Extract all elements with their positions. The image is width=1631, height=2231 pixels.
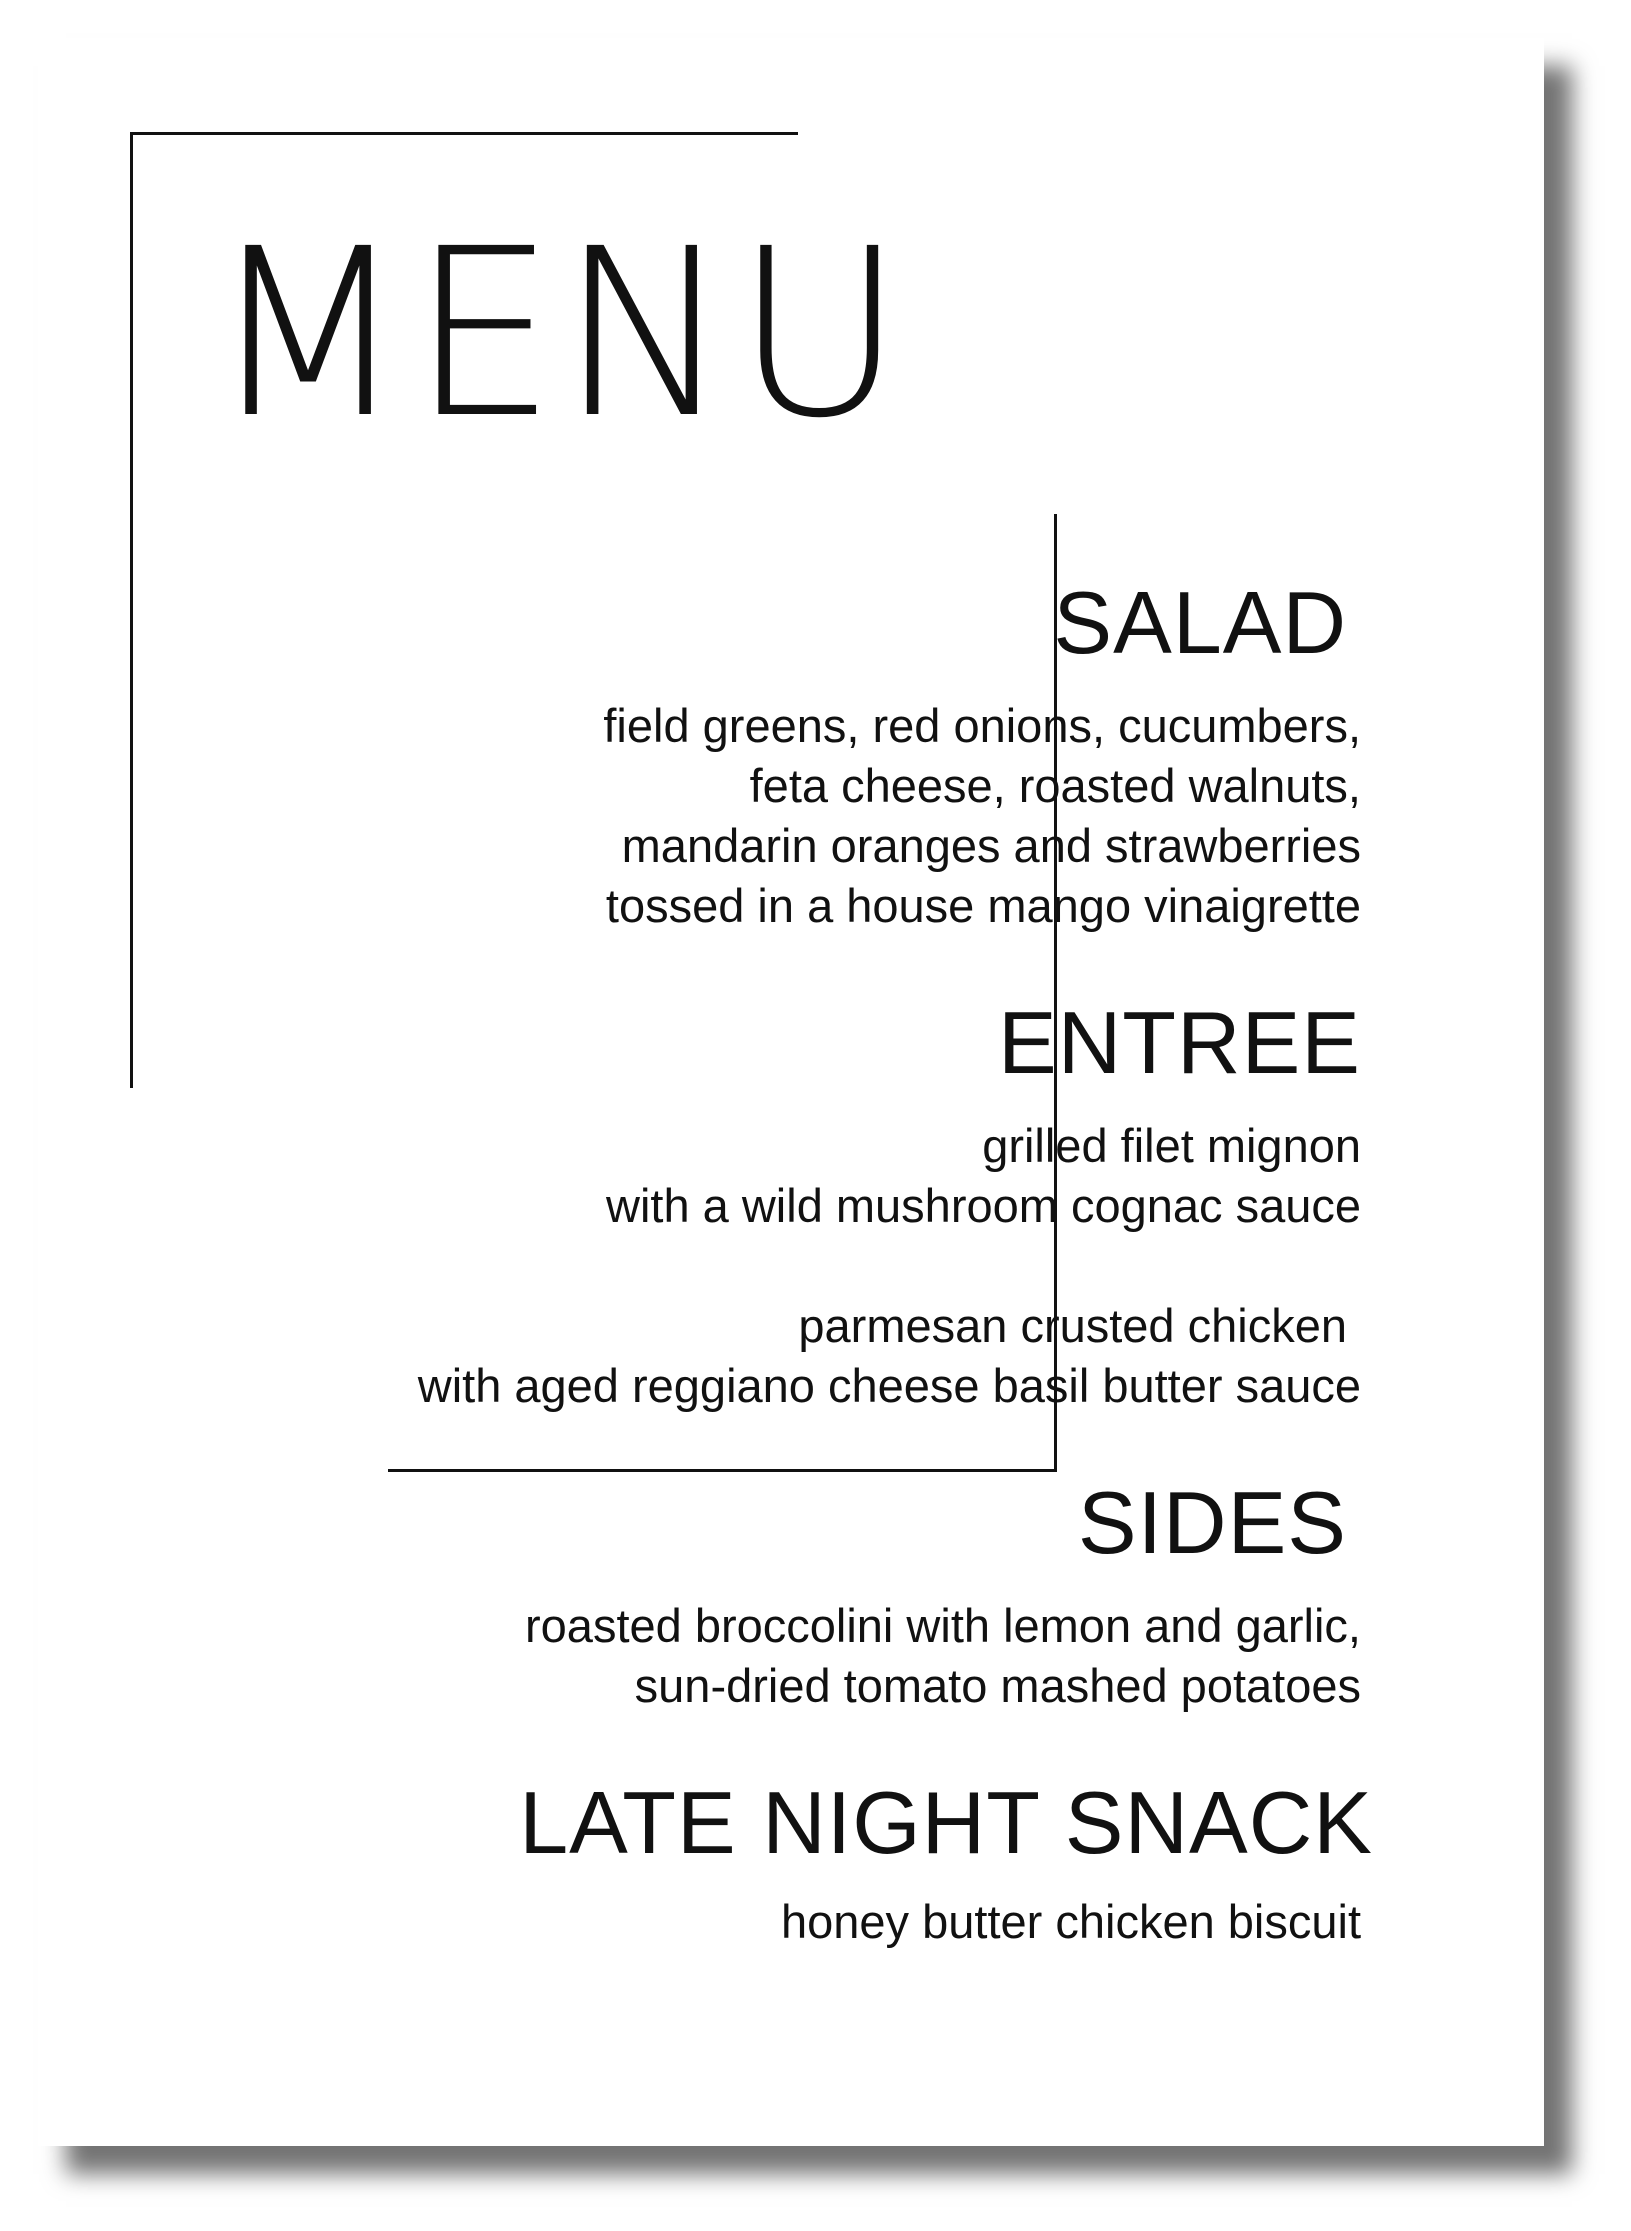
item-line: parmesan crusted chicken: [798, 1299, 1347, 1352]
menu-title: MENU: [208, 199, 907, 469]
section-heading: ENTREE: [998, 993, 1361, 1092]
item-line: field greens, red onions, cucumbers,: [603, 699, 1361, 752]
frame-top-left-vertical: [130, 132, 133, 1088]
item-line: with aged reggiano cheese basil butter sauce: [417, 1359, 1361, 1412]
item-line: roasted broccolini with lemon and garlic,: [525, 1599, 1361, 1652]
item-line: with a wild mushroom cognac sauce: [606, 1179, 1361, 1232]
section-heading: SIDES: [1077, 1473, 1347, 1572]
section-heading: LATE NIGHT SNACK: [519, 1773, 1373, 1872]
item-line: mandarin oranges and strawberries: [621, 819, 1361, 872]
section-heading: SALAD: [1053, 573, 1347, 672]
section-sides: [261, 1472, 1361, 1716]
item-line: grilled filet mignon: [982, 1119, 1361, 1172]
menu-content: [261, 572, 1373, 1952]
item-line: honey butter chicken biscuit: [781, 1895, 1361, 1948]
item-line: tossed in a house mango vinaigrette: [605, 879, 1361, 932]
item-line: feta cheese, roasted walnuts,: [749, 759, 1361, 812]
frame-top-left-horizontal: [130, 132, 798, 135]
section-late-night-snack: [261, 1772, 1373, 1952]
section-entree: [261, 992, 1361, 1416]
section-salad: [261, 572, 1361, 936]
item-line: sun-dried tomato mashed potatoes: [634, 1659, 1361, 1712]
